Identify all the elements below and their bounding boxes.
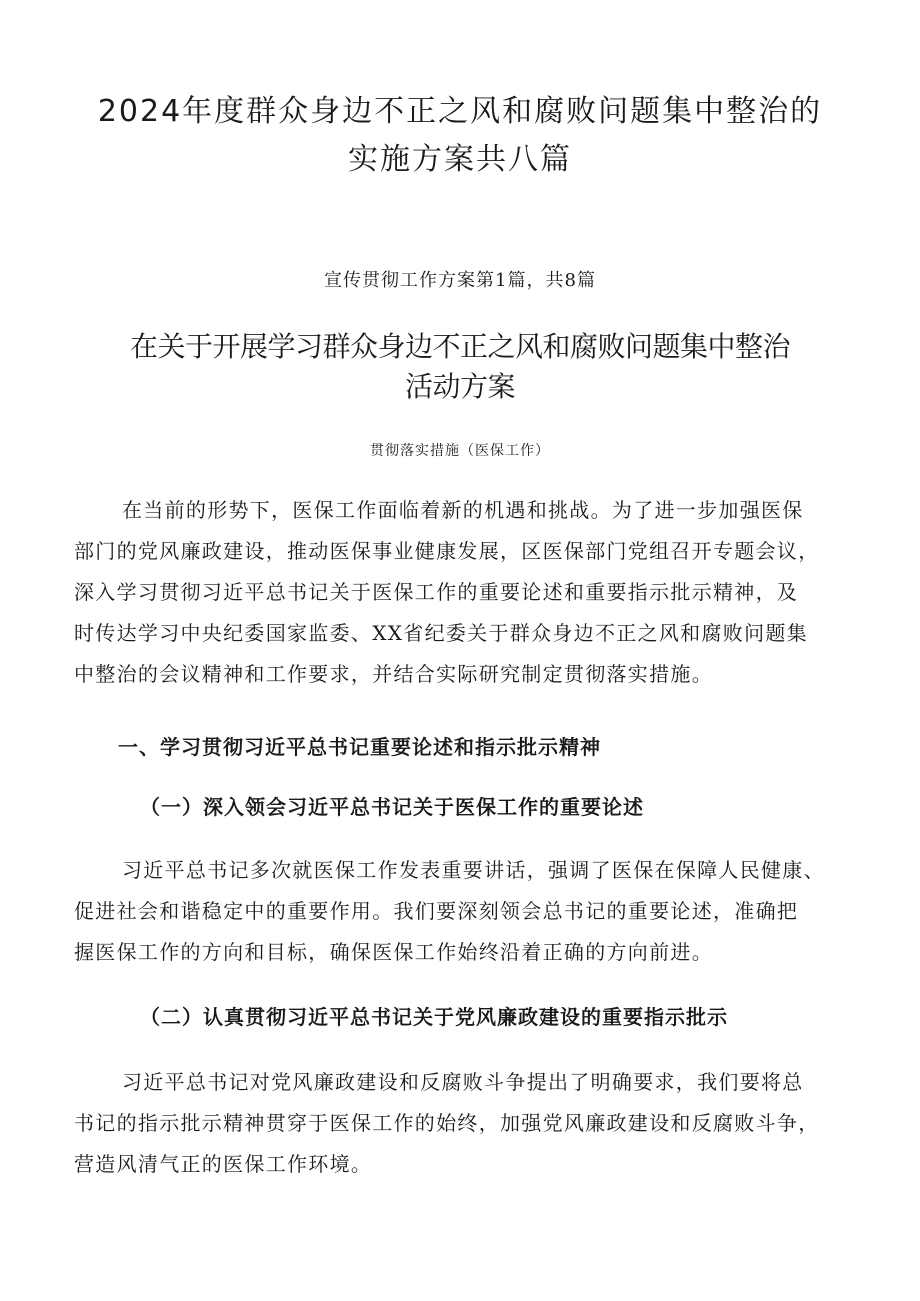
subsection-1-paragraph	[74, 850, 874, 973]
article-title-line-2: 活动方案	[404, 370, 515, 403]
paragraph-line: 时传达学习中央纪委国家监委、XX省纪委关于群众身边不正之风和腐败问题集	[74, 621, 808, 645]
paragraph-line: 在当前的形势下，医保工作面临着新的机遇和挑战。为了进一步加强医保	[122, 498, 804, 522]
article-title-line-1: 在关于开展学习群众身边不正之风和腐败问题集中整治	[129, 330, 790, 363]
paragraph-line: 部门的党风廉政建设，推动医保事业健康发展，区医保部门党组召开专题会议，	[74, 539, 820, 563]
article-title	[60, 327, 860, 407]
section-1-heading: 一、学习贯彻习近平总书记重要论述和指示批示精神	[118, 735, 601, 759]
series-label: 宣传贯彻工作方案第1篇，共8篇	[324, 270, 596, 291]
paragraph-line: 深入学习贯彻习近平总书记关于医保工作的重要论述和重要指示批示精神，及	[74, 580, 799, 604]
paragraph-line: 营造风清气正的医保工作环境。	[74, 1152, 373, 1176]
subsection-2-paragraph	[74, 1062, 874, 1185]
paragraph-line: 习近平总书记对党风廉政建设和反腐败斗争提出了明确要求，我们要将总	[122, 1070, 804, 1094]
intro-paragraph	[74, 490, 874, 695]
document-title-line-2: 实施方案共八篇	[348, 142, 572, 177]
document-title-line-1: 2024年度群众身边不正之风和腐败问题集中整治的	[97, 94, 823, 129]
paragraph-line: 习近平总书记多次就医保工作发表重要讲话，强调了医保在保障人民健康、	[122, 858, 825, 882]
paragraph-line: 中整治的会议精神和工作要求，并结合实际研究制定贯彻落实措施。	[74, 662, 713, 686]
paragraph-line: 书记的指示批示精神贯穿于医保工作的始终，加强党风廉政建设和反腐败斗争，	[74, 1111, 820, 1135]
subsection-2-heading: （二）认真贯彻习近平总书记关于党风廉政建设的重要指示批示	[140, 1005, 728, 1029]
paragraph-line: 促进社会和谐稳定中的重要作用。我们要深刻领会总书记的重要论述，准确把	[74, 899, 799, 923]
subsection-1-heading: （一）深入领会习近平总书记关于医保工作的重要论述	[140, 795, 644, 819]
paragraph-line: 握医保工作的方向和目标，确保医保工作始终沿着正确的方向前进。	[74, 940, 713, 964]
article-subtitle: 贯彻落实措施（医保工作）	[370, 443, 550, 459]
document-title	[60, 88, 860, 184]
